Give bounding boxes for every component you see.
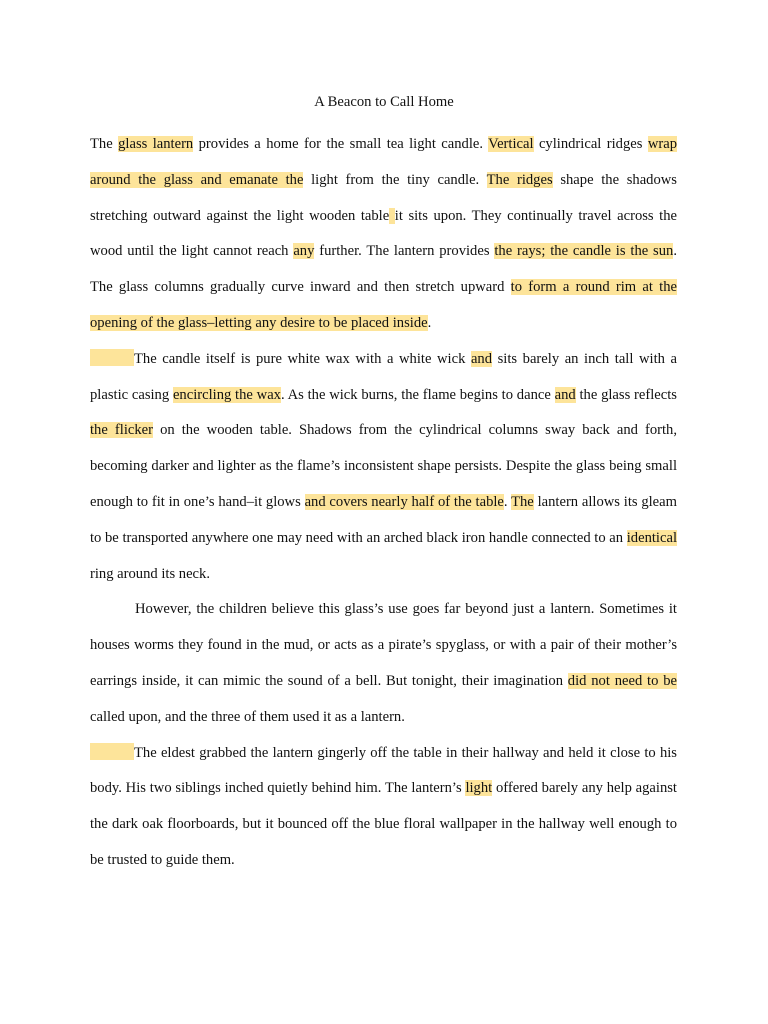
highlighted-text: to form a round rim at the opening of the glass–letting any desire to be placed inside: [90, 279, 677, 331]
highlighted-text: any: [293, 243, 315, 260]
text-run: it sits upon. They continually travel across the wood until the light cannot reach: [90, 207, 677, 260]
text-run: The candle itself is pure white wax with a white wick: [134, 350, 471, 367]
document-body: [90, 127, 677, 879]
text-run: . The glass columns gradually curve inward and then stretch upward: [90, 243, 677, 296]
text-run: the glass reflects: [575, 386, 677, 403]
text-run: sits barely an inch tall with a plastic casing: [90, 350, 677, 403]
highlighted-text: the rays; the candle is the sun: [494, 243, 674, 260]
text-run: . As the wick burns, the flame begins to dance: [280, 386, 555, 403]
document-title: A Beacon to Call Home: [314, 94, 454, 110]
highlighted-indent: [90, 349, 134, 366]
paragraph: [90, 127, 677, 342]
paragraph: [90, 592, 677, 735]
highlighted-text: and: [470, 350, 493, 367]
highlighted-indent: [90, 743, 134, 760]
text-run: shape the shadows stretching outward against the light wooden table: [90, 171, 677, 224]
highlighted-text: identical: [626, 529, 677, 546]
highlighted-text: and: [554, 386, 576, 403]
text-run: The: [90, 136, 119, 152]
highlighted-text: The: [511, 493, 534, 510]
highlighted-text: Vertical: [488, 136, 534, 152]
text-run: light from the tiny candle.: [303, 171, 487, 188]
highlighted-text: did not need to be: [567, 672, 677, 689]
text-run: called upon, and the three of them used it as a lantern.: [90, 708, 405, 725]
text-run: cylindrical ridges: [533, 136, 648, 152]
highlighted-text: The ridges: [486, 171, 553, 188]
text-run: .: [503, 493, 512, 510]
paragraph: [90, 736, 677, 879]
text-run: on the wooden table. Shadows from the cylindrical columns sway back and forth, becoming darker and lighter as the flame’s inconsistent shape persists. Despite the glass being small enough to fit in one’s hand–it glows: [90, 422, 678, 510]
highlighted-text: the flicker: [90, 422, 153, 439]
text-run: The eldest grabbed the lantern gingerly off the table in their hallway and held it close to his body. His two siblings inched quietly behind him. The lantern’s: [90, 744, 677, 797]
text-run: provides a home for the small tea light candle.: [193, 136, 489, 152]
highlighted-text: encircling the wax: [172, 386, 281, 403]
text-run: .: [427, 314, 432, 331]
highlighted-text: light: [465, 780, 493, 797]
text-run: However, the children believe this glass’s use goes far beyond just a lantern. Sometimes it houses worms they found in the mud, or acts as a pirate’s spyglass, or with a pair of their mother’s earrings inside, it can mimic the sound of a bell. But tonight, their imagination: [90, 601, 677, 689]
highlighted-text: wrap around the glass and emanate the: [90, 136, 678, 188]
text-run: further. The lantern provides: [314, 243, 495, 260]
text-run: ring around its neck.: [90, 565, 210, 582]
highlighted-text: and covers nearly half of the table: [304, 493, 504, 510]
text-run: lantern allows its gleam to be transported anywhere one may need with an arched black iron handle connected to an: [90, 493, 677, 546]
paragraph: [90, 342, 677, 593]
text-run: offered barely any help against the dark oak floorboards, but it bounced off the blue floral wallpaper in the hallway well enough to be trusted to guide them.: [90, 780, 677, 868]
highlighted-text: glass lantern: [118, 136, 194, 152]
